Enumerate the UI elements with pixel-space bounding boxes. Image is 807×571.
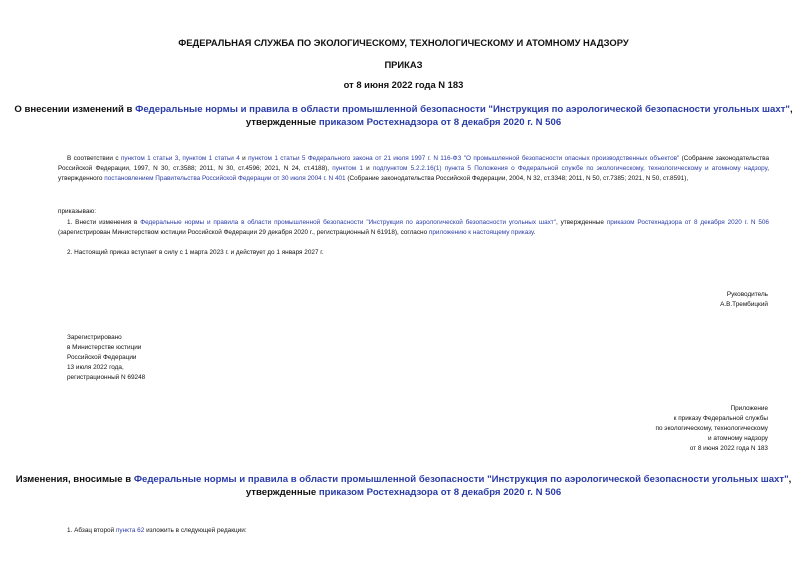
registration-line: Российской Федерации [67, 354, 137, 362]
appendix-line: и атомному надзору [708, 435, 768, 443]
change1-text: изложить в следующей редакции: [144, 527, 247, 534]
link-art3[interactable]: пунктом 1 статьи 3 [120, 155, 179, 162]
title-text: , [789, 104, 793, 115]
item-2-paragraph: 2. Настоящий приказ вступает в силу с 1 марта 2023 г. и действует до 1 января 2027 г. [67, 249, 324, 256]
changes-title-link-order[interactable]: приказом Ростехнадзора от 8 декабря 2020 г. N 506 [318, 486, 562, 498]
changes-title-link-norms[interactable]: Федеральные нормы и правила в области промышленной безопасности "Инструкция по аэрологической безопасности угольных шахт" [133, 474, 789, 485]
intro-text: В соответствии с [67, 155, 121, 162]
title-text: О внесении изменений в [14, 104, 136, 115]
signature-role: Руководитель [726, 291, 768, 298]
changes-title-text: , [788, 474, 792, 485]
signature-block [720, 290, 768, 310]
link-regulation[interactable]: подпунктом 5.2.2.16(1) пункта 5 Положения о Федеральной службе по экологическому, технологическому и атомному надзору [372, 165, 768, 173]
item1-text: 1. Внести изменения в [67, 219, 141, 226]
item1-text: , утвержденные [555, 219, 607, 226]
item-1-paragraph [58, 218, 769, 238]
intro-text: , утвержденного [58, 165, 769, 183]
intro-text: (Собрание законодательства Российской Федерации, 2004, N 32, ст.3348; 2011, N 50, ст.7385; 2021, N 50, ст.8591), [345, 175, 689, 183]
changes-title-text: утвержденные [245, 486, 319, 498]
item1-text: (зарегистрирован Министерством юстиции Российской Федерации 29 декабря 2020 г., регистрационный N 61918), согласно [58, 229, 429, 237]
link-point1[interactable]: пунктом 1 [332, 165, 363, 173]
appendix-line: Приложение [730, 405, 768, 412]
registration-line: 13 июля 2022 года, [67, 364, 124, 372]
change-1-paragraph [67, 526, 247, 536]
title-link-norms[interactable]: Федеральные нормы и правила в области промышленной безопасности "Инструкция по аэрологической безопасности угольных шахт" [135, 104, 790, 115]
change1-text: 1. Абзац второй [67, 527, 116, 534]
link-appendix[interactable]: приложению к настоящему приказу [428, 229, 534, 237]
appendix-line: к приказу Федеральной службы [673, 415, 768, 423]
changes-title-text: Изменения, вносимые в [15, 474, 134, 485]
title-link-order[interactable]: приказом Ростехнадзора от 8 декабря 2020 г. N 506 [318, 116, 562, 128]
appendix-block [656, 404, 768, 454]
changes-title [0, 474, 807, 499]
order-word: приказываю: [58, 208, 96, 215]
signature-name: А.В.Трембицкий [720, 301, 768, 309]
link-art4[interactable]: пунктом 1 статьи 4 [182, 155, 240, 162]
link-resolution-401[interactable]: постановлением Правительства Российской Федерации от 30 июля 2004 г. N 401 [104, 175, 346, 183]
item1-text: . [533, 229, 536, 237]
registration-line: в Министерстве юстиции [67, 344, 142, 352]
title-text: утвержденные [245, 116, 319, 128]
document-type: ПРИКАЗ [384, 59, 423, 70]
link-order-506[interactable]: приказом Ростехнадзора от 8 декабря 2020 г. N 506 [606, 219, 769, 226]
link-norms[interactable]: Федеральные нормы и правила в области промышленной безопасности "Инструкция по аэрологической безопасности угольных шахт" [140, 219, 556, 226]
intro-text: , [178, 155, 183, 162]
intro-text: (Собрание законодательства Российской Федерации, 1997, N 30, ст.3588; 2011, N 30, ст.4596; 2021, N 24, ст.4188), [58, 155, 769, 173]
registration-block [67, 333, 145, 383]
registration-line: Зарегистрировано [67, 334, 122, 341]
document-title [0, 104, 807, 129]
intro-text: и [362, 165, 373, 173]
intro-paragraph [58, 154, 769, 184]
registration-line: регистрационный N 69248 [67, 374, 146, 382]
agency-name: ФЕДЕРАЛЬНАЯ СЛУЖБА ПО ЭКОЛОГИЧЕСКОМУ, ТЕХНОЛОГИЧЕСКОМУ И АТОМНОМУ НАДЗОРУ [178, 37, 629, 48]
link-point-62[interactable]: пункта 62 [115, 527, 145, 534]
appendix-line: от 8 июня 2022 года N 183 [689, 445, 768, 453]
document-date: от 8 июня 2022 года N 183 [343, 79, 464, 90]
link-law-116[interactable]: пунктом 1 статьи 5 Федерального закона от 21 июля 1997 г. N 116-ФЗ "О промышленной безопасности опасных производственных объектов" [248, 155, 680, 162]
appendix-line: по экологическому, технологическому [655, 425, 768, 433]
intro-text: и [239, 155, 249, 162]
